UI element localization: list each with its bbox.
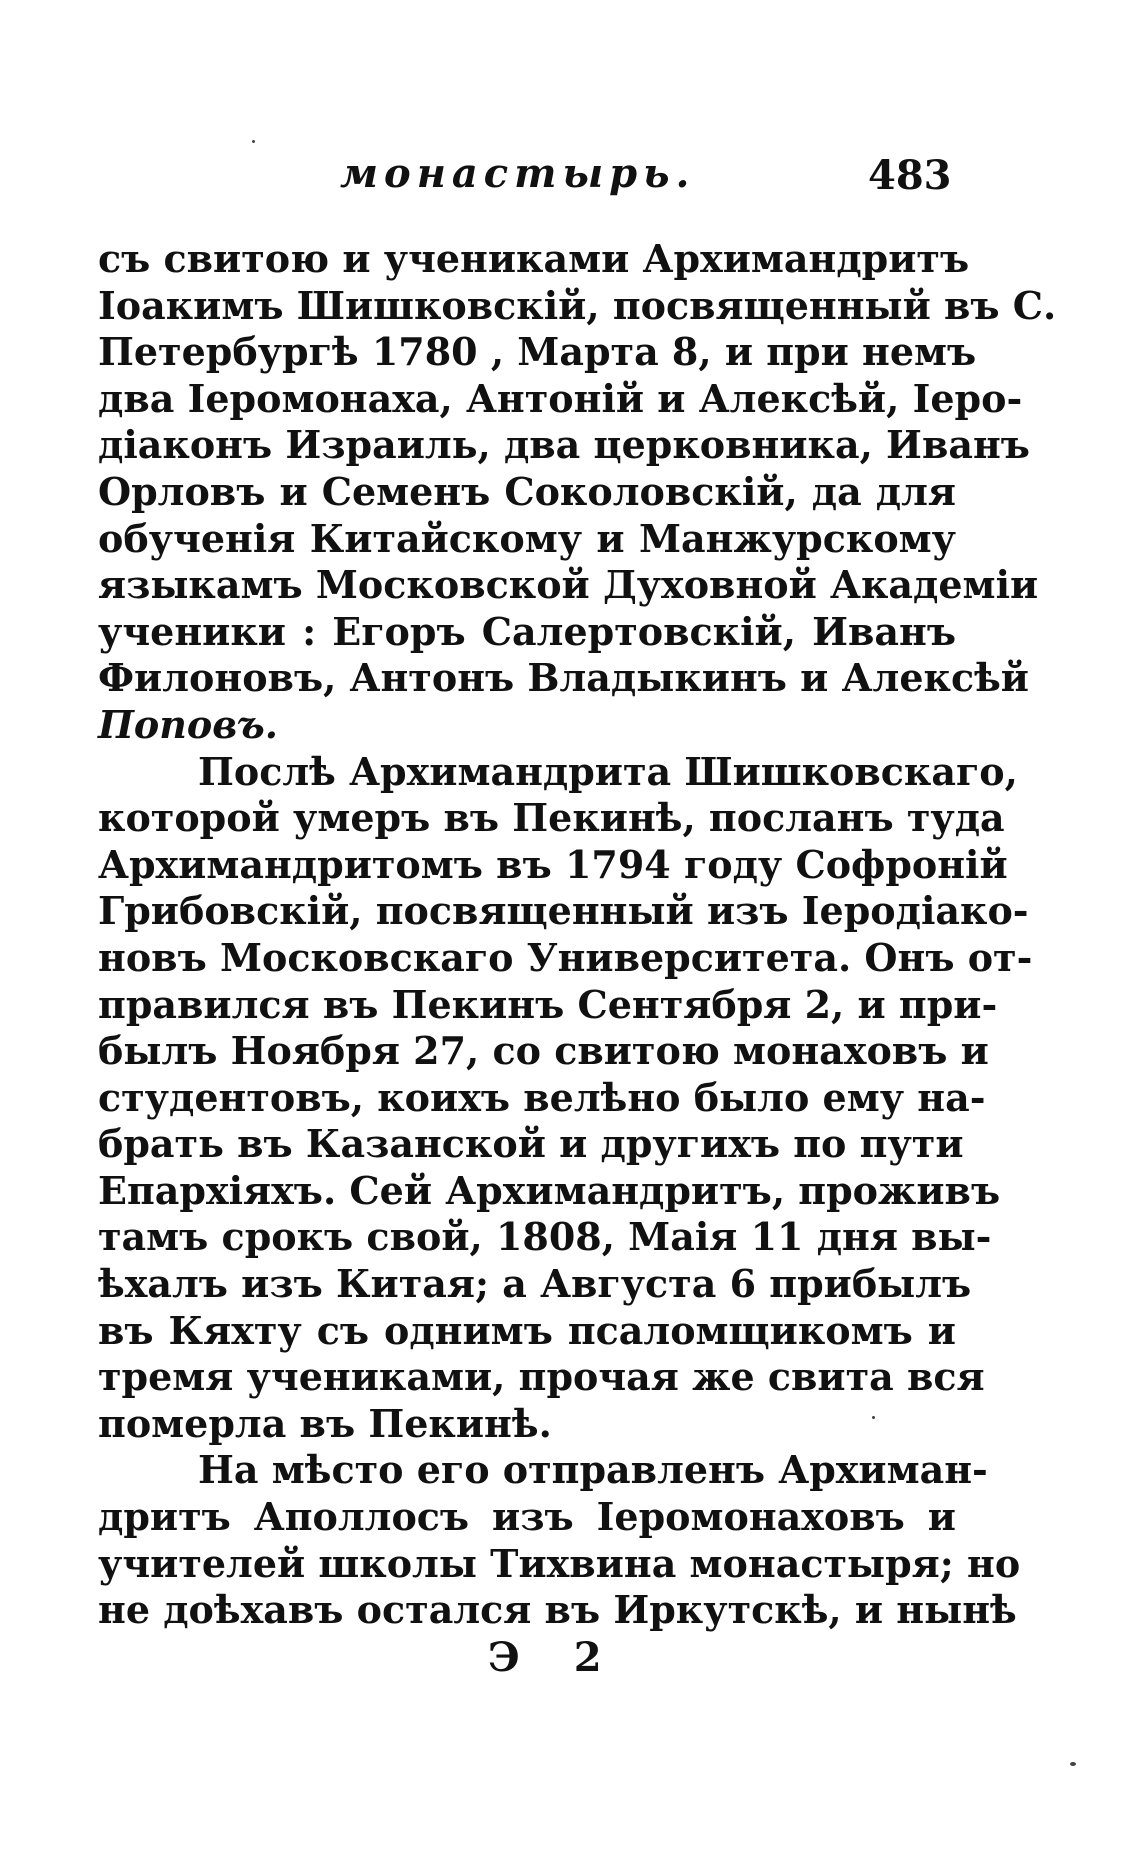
text-line: ученики : Егоръ Салертовскій, Иванъ [98,608,956,654]
text-line: діаконъ Израиль, два церковника, Иванъ [98,422,1030,468]
signature-mark: Э 2 [488,1634,622,1681]
text-line: Іоакимъ Шишковскій, посвященный въ С. [98,282,1057,328]
text-line: Грибовскій, посвященный изъ Іеродіако- [98,888,1029,934]
text-line: Поповъ. [98,701,279,747]
text-line: Орловъ и Семенъ Соколовскій, да для [98,468,956,514]
text-line: которой умеръ въ Пекинѣ, посланъ туда [98,795,1005,841]
body-text [98,236,1057,1634]
text-line: правился въ Пекинъ Сентября 2, и при- [98,981,998,1027]
text-line: Архимандритомъ въ 1794 году Софроній [98,841,1008,887]
text-line: брать въ Казанской и другихъ по пути [98,1121,964,1167]
text-line: Послѣ Архимандрита Шишковскаго, [198,748,1018,794]
text-line: Епархіяхъ. Сей Архимандритъ, проживъ [98,1167,1001,1213]
ink-speck [252,140,255,143]
text-line: На мѣсто его отправленъ Архиман- [198,1447,988,1493]
text-line: тамъ срокъ свой, 1808, Маія 11 дня вы- [98,1214,992,1260]
text-line: обученія Китайскому и Манжурскому [98,515,956,561]
text-line: дритъ Аполлосъ изъ Іеромонаховъ и [98,1494,956,1540]
text-line: студентовъ, коихъ велѣно было ему на- [98,1074,986,1120]
text-line: учителей школы Тихвина монастыря; но [98,1540,1021,1586]
ink-speck [872,1416,875,1419]
text-line: въ Кяхту съ однимъ псаломщикомъ и [98,1307,956,1353]
text-line: Филоновъ, Антонъ Владыкинъ и Алексѣй [98,655,1029,701]
ink-speck [1070,1762,1076,1766]
text-line: два Іеромонаха, Антоній и Алексѣй, Іеро- [98,375,1023,421]
text-line: былъ Ноября 27, со свитою монаховъ и [98,1028,989,1074]
text-line: Петербургѣ 1780 , Марта 8, и при немъ [98,329,977,375]
text-line: съ свитою и учениками Архимандритъ [98,236,970,281]
text-line: тремя учениками, прочая же свита вся [98,1354,985,1400]
text-line: новъ Московскаго Университета. Онъ от- [98,934,1033,980]
running-head: монастырь. [340,150,696,197]
text-line: языкамъ Московской Духовной Академіи [98,562,1039,608]
text-line: не доѣхавъ остался въ Иркутскѣ, и нынѣ [98,1587,1017,1633]
page-number: 483 [868,152,952,199]
text-line: ѣхалъ изъ Китая; а Августа 6 прибылъ [98,1261,972,1307]
text-line: померла въ Пекинѣ. [98,1400,552,1446]
